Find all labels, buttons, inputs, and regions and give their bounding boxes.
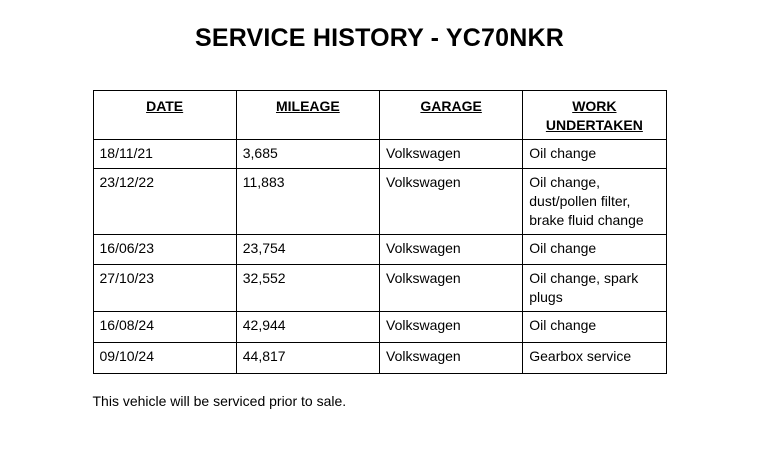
cell-work: Oil change, spark plugs [523,265,666,312]
cell-garage: Volkswagen [380,312,523,343]
cell-garage: Volkswagen [380,140,523,169]
cell-garage: Volkswagen [380,265,523,312]
document-page [93,24,667,410]
column-header-work-undertaken: WORK UNDERTAKEN [523,91,666,140]
cell-garage: Volkswagen [380,235,523,265]
cell-date: 16/08/24 [93,312,236,343]
header-row [93,91,666,140]
cell-date: 27/10/23 [93,265,236,312]
cell-date: 16/06/23 [93,235,236,265]
cell-date: 23/12/22 [93,169,236,235]
cell-mileage: 23,754 [236,235,379,265]
service-history-table [93,90,667,374]
column-header-garage: GARAGE [380,91,523,140]
cell-date: 09/10/24 [93,343,236,374]
table-header [93,91,666,140]
cell-mileage: 32,552 [236,265,379,312]
table-body [93,140,666,374]
cell-garage: Volkswagen [380,169,523,235]
cell-work: Oil change [523,140,666,169]
footer-note: This vehicle will be serviced prior to sale. [92,393,347,409]
cell-work: Gearbox service [523,343,666,374]
table-row [93,265,666,312]
cell-mileage: 3,685 [236,140,379,169]
table-row [93,235,666,265]
cell-work: Oil change [523,235,666,265]
cell-garage: Volkswagen [380,343,523,374]
cell-work: Oil change [523,312,666,343]
cell-mileage: 44,817 [236,343,379,374]
page-title: SERVICE HISTORY - YC70NKR [194,24,564,52]
table-row [93,140,666,169]
table-row [93,312,666,343]
cell-work: Oil change, dust/pollen filter, brake fluid change [523,169,666,235]
cell-mileage: 11,883 [236,169,379,235]
cell-mileage: 42,944 [236,312,379,343]
column-header-mileage: MILEAGE [236,91,379,140]
table-row [93,343,666,374]
column-header-date: DATE [93,91,236,140]
table-row [93,169,666,235]
cell-date: 18/11/21 [93,140,236,169]
